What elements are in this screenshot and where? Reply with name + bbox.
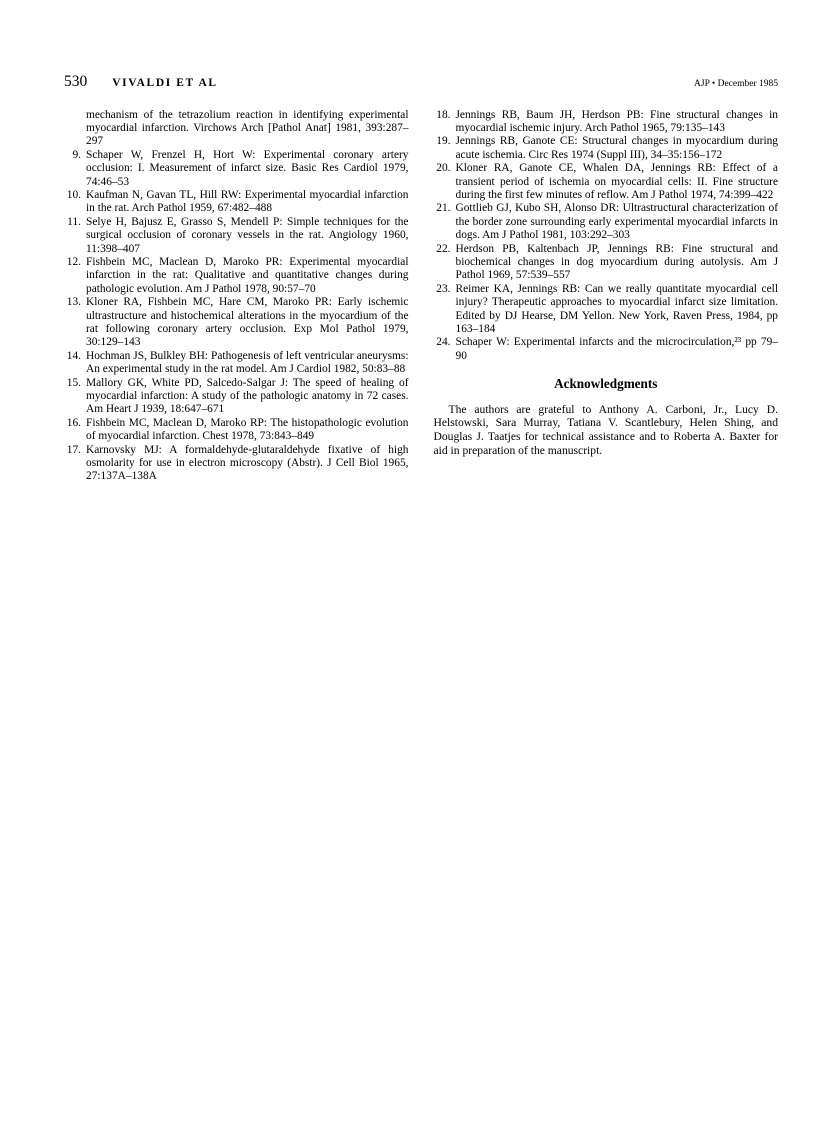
reference-item [64,377,409,417]
reference-text: Kloner RA, Fishbein MC, Hare CM, Maroko PR: Early ischemic ultrastructure and histochemical alterations in the myocardium of the rat following coronary artery occlusion. Exp Mol Pathol 1979, 30:129–143 [86,296,409,349]
reference-item [434,109,779,136]
reference-number: 9. [72,148,81,161]
reference-text: Mallory GK, White PD, Salcedo-Salgar J: The speed of healing of myocardial infarction: A study of the pathologic anatomy in 72 cases. Am Heart J 1939, 18:647–671 [86,376,409,416]
reference-number: 23. [436,282,451,295]
reference-item [64,189,409,216]
reference-text: Kloner RA, Ganote CE, Whalen DA, Jennings RB: Effect of a transient period of ischemia on myocardial cells: II. Fine structure during the first few minutes of reflow. Am J Pathol 1974, 74:399–422 [455,162,778,201]
reference-text: Schaper W: Experimental infarcts and the microcirculation,²³ pp 79–90 [455,336,778,362]
reference-text: Selye H, Bajusz E, Grasso S, Mendell P: Simple techniques for the surgical occlusion of coronary vessels in the rat. Angiology 1960, 11:398–407 [86,215,409,255]
reference-text: Hochman JS, Bulkley BH: Pathogenesis of left ventricular aneurysms: An experimental study in the rat model. Am J Cardiol 1982, 50:83–88 [86,349,409,376]
acknowledgments-body: The authors are grateful to Anthony A. Carboni, Jr., Lucy D. Helstowski, Sara Murray, Tatiana V. Scantlebury, Helen Shing, and Douglas J. Taatjes for technical assistance and to Roberta A. Baxter for aid in preparation of the manuscript. [433,402,778,457]
acknowledgments-section [434,377,779,457]
reference-item [434,283,779,337]
running-head: VIVALDI ET AL [112,77,218,89]
reference-number: 15. [66,376,81,389]
left-column [64,109,409,484]
reference-item [64,216,409,256]
journal-date: AJP • December 1985 [694,79,778,89]
reference-item [64,444,409,484]
reference-number: 14. [66,349,81,362]
reference-item [64,350,409,377]
reference-text: Jennings RB, Baum JH, Herdson PB: Fine structural changes in myocardial ischemic injury. Arch Pathol 1965, 79:135–143 [455,108,778,134]
page-header [64,74,778,90]
reference-text: Fishbein MC, Maclean D, Maroko RP: The histopathologic evolution of myocardial infarction. Chest 1978, 73:843–849 [86,416,409,443]
reference-text: Kaufman N, Gavan TL, Hill RW: Experimental myocardial infarction in the rat. Arch Pathol 1959, 67:482–488 [86,188,409,215]
acknowledgments-title: Acknowledgments [554,376,658,392]
reference-number: 22. [436,242,451,255]
page-number: 530 [64,73,88,90]
reference-item [64,417,409,444]
reference-number: 17. [66,443,81,456]
reference-number [64,109,81,149]
reference-number: 19. [436,135,451,148]
reference-item [434,336,779,363]
reference-number: 16. [66,416,81,429]
reference-item [434,243,779,283]
reference-number: 21. [436,202,451,215]
reference-item [434,162,779,202]
reference-number: 11. [67,215,81,228]
right-column [434,109,779,484]
reference-item [64,149,409,189]
reference-item [64,296,409,350]
reference-columns [64,109,778,484]
reference-number: 24. [436,336,451,349]
reference-number: 18. [436,108,451,121]
reference-number: 10. [66,188,81,201]
reference-text: Schaper W, Frenzel H, Hort W: Experimental coronary artery occlusion: I. Measurement of infarct size. Basic Res Cardiol 1979, 74:46–53 [86,148,409,188]
reference-text: mechanism of the tetrazolium reaction in identifying experimental myocardial infarction. Virchows Arch [Pathol Anat] 1981, 393:287–297 [86,108,409,148]
reference-number: 12. [66,255,81,268]
reference-item [434,135,779,162]
reference-number: 13. [66,296,81,309]
reference-number: 20. [436,162,451,175]
reference-text: Jennings RB, Ganote CE: Structural changes in myocardium during acute ischemia. Circ Res 1974 (Suppl III), 34–35:156–172 [455,135,778,161]
reference-text: Herdson PB, Kaltenbach JP, Jennings RB: Fine structural and biochemical changes in dog myocardium during autolysis. Am J Pathol 1969, 57:539–557 [455,242,778,282]
reference-text: Gottlieb GJ, Kubo SH, Alonso DR: Ultrastructural characterization of the border zone surrounding early experimental myocardial infarcts in dogs. Am J Pathol 1981, 103:292–303 [455,202,778,242]
reference-item [64,256,409,296]
reference-text: Reimer KA, Jennings RB: Can we really quantitate myocardial cell injury? Therapeutic approaches to myocardial infarct size limitation. Edited by DJ Hearse, DM Yellon. New York, Raven Press, 1984, pp 163–184 [455,282,778,335]
reference-text: Karnovsky MJ: A formaldehyde-glutaraldehyde fixative of high osmolarity for use in electron microscopy (Abstr). J Cell Biol 1965, 27:137A–138A [86,443,409,483]
reference-item [64,109,409,149]
reference-item [434,202,779,242]
reference-text: Fishbein MC, Maclean D, Maroko PR: Experimental myocardial infarction in the rat: Qualitative and quantitative changes during pathologic evolution. Am J Pathol 1978, 90:57–70 [86,255,409,295]
